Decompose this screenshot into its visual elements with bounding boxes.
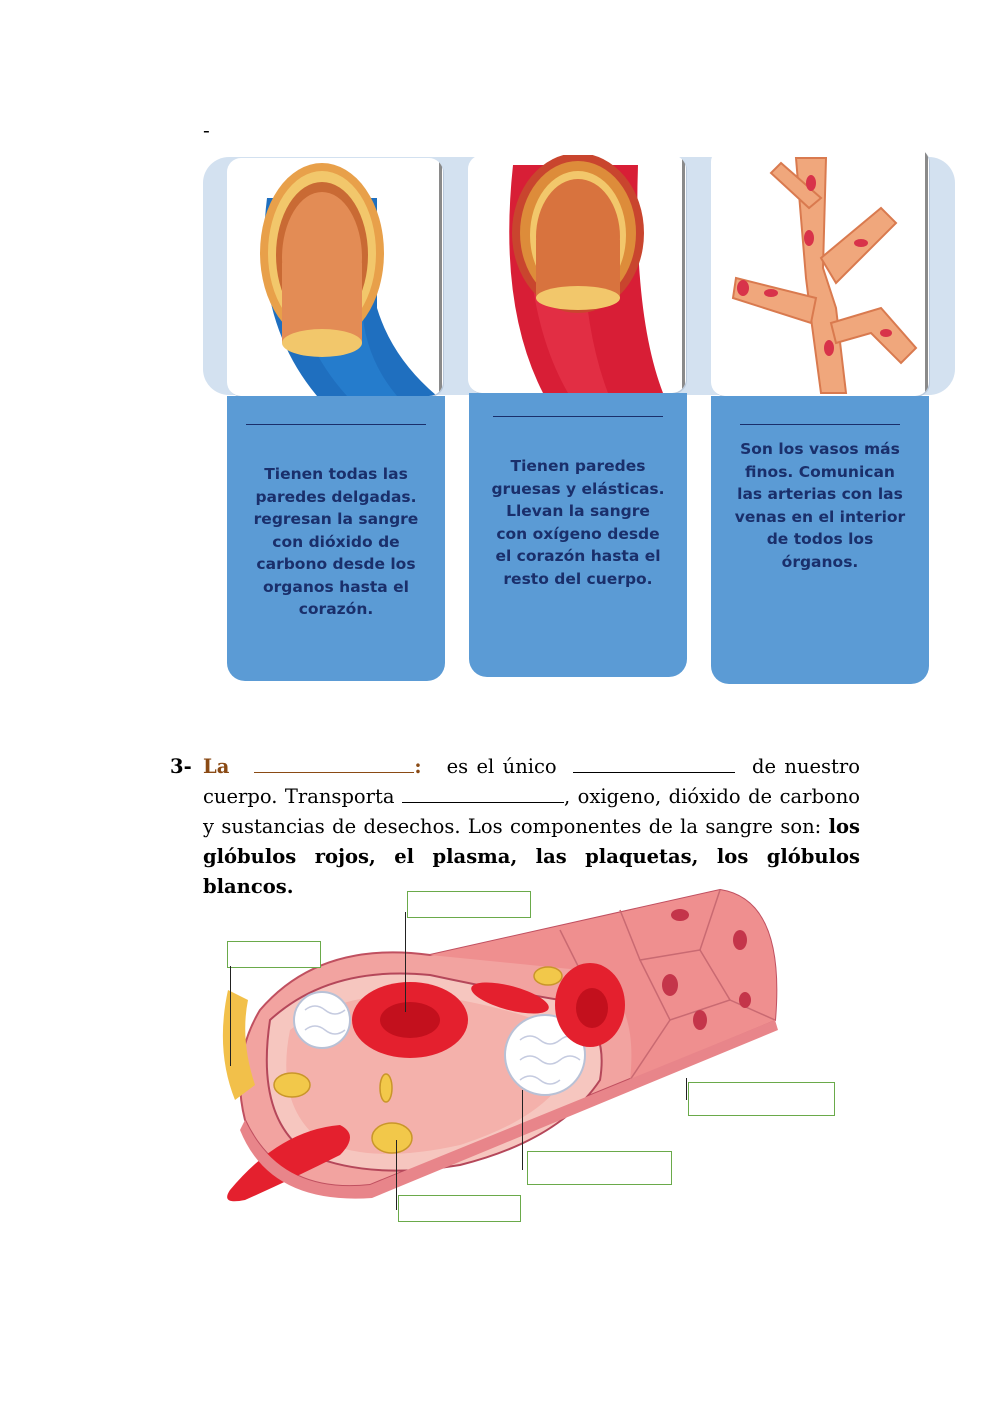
capillary-info-card xyxy=(711,396,929,684)
question-text-3: , oxigeno, dióxido de carbono y sustancias de desechos. Los componentes de la sangre son: xyxy=(203,785,860,838)
label-box-right[interactable] xyxy=(688,1082,835,1116)
capillary-description: Son los vasos más finos. Comunican las arterias con las venas en el interior de todos los órganos. xyxy=(734,440,906,571)
tissue-blank[interactable] xyxy=(573,754,735,773)
vein-name-blank[interactable] xyxy=(246,406,426,425)
artery-image xyxy=(468,155,686,393)
label-box-top[interactable] xyxy=(407,891,531,918)
leader-line-bottom-left xyxy=(396,1140,397,1210)
capillary-name-blank[interactable] xyxy=(740,406,900,425)
label-box-left[interactable] xyxy=(227,941,321,968)
question-text-2: de nuestro cuerpo. Transporta xyxy=(203,755,860,808)
label-box-bottom-left[interactable] xyxy=(398,1195,521,1222)
question-text-1: es el único xyxy=(446,755,557,778)
artery-name-blank[interactable] xyxy=(493,398,663,417)
transport-blank[interactable] xyxy=(402,784,564,803)
artery-description: Tienen paredes gruesas y elásticas. Llevan la sangre con oxígeno desde el corazón hasta el resto del cuerpo. xyxy=(491,457,665,588)
vein-info-card xyxy=(227,396,445,681)
leader-line-top xyxy=(405,912,406,1012)
question-number: 3- xyxy=(170,755,192,778)
artery-info-card xyxy=(469,393,687,677)
leader-line-bottom-middle xyxy=(522,1090,523,1170)
capillary-image xyxy=(711,148,929,396)
question-la: La xyxy=(203,755,230,778)
top-dash-marker: - xyxy=(203,118,210,142)
leader-line-left xyxy=(230,966,231,1066)
question-components: los glóbulos rojos, el plasma, las plaquetas, los glóbulos blancos. xyxy=(203,815,860,898)
vein-description: Tienen todas las paredes delgadas. regresan la sangre con dióxido de carbono desde los organos hasta el corazón. xyxy=(253,465,419,618)
leader-line-right xyxy=(686,1078,687,1100)
blood-vessel-diagram xyxy=(200,880,840,1240)
vein-image xyxy=(227,158,443,396)
label-box-bottom-middle[interactable] xyxy=(527,1151,672,1185)
question-colon: : xyxy=(414,755,422,778)
blood-name-blank[interactable] xyxy=(254,754,414,773)
